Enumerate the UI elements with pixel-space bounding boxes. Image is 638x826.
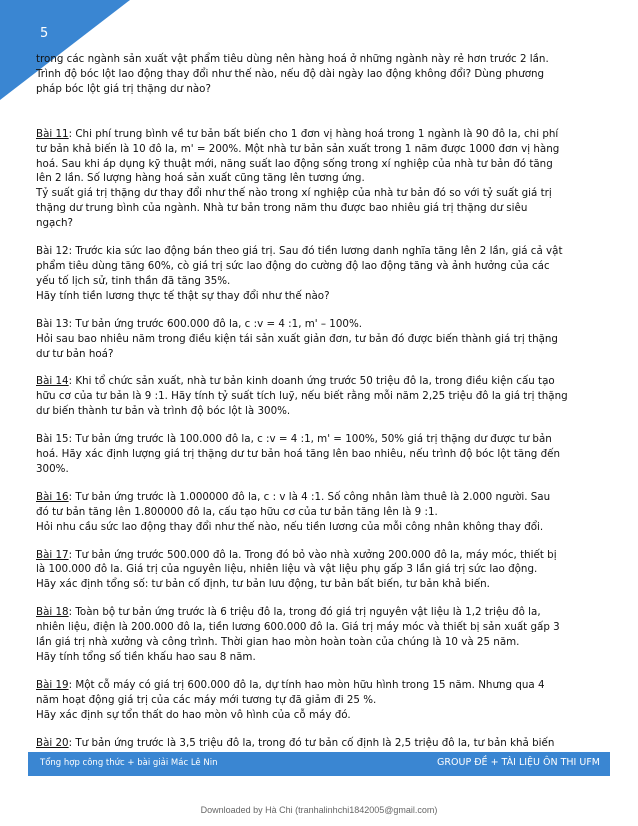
footer-left-text: Tổng hợp công thức + bài giải Mác Lê Nin	[40, 758, 218, 768]
text-line: pháp bóc lột giá trị thặng dư nào?	[36, 82, 211, 95]
text-line: dư tư bản hoá?	[36, 347, 114, 360]
exercise-number: Bài 14	[36, 375, 69, 388]
text-line: năm hoạt động giá trị của các máy mới tương tự đã giảm đi 25 %.	[36, 693, 377, 706]
text-line: dư biến thành tư bản và trình độ bóc lột là 300%.	[36, 405, 291, 418]
text-line: 300%.	[36, 462, 69, 475]
text-line: Hãy tính tổng số tiền khấu hao sau 8 năm.	[36, 651, 256, 663]
footer-bar	[28, 752, 610, 776]
exercise-number: Bài 18	[36, 606, 69, 619]
text-line: trong các ngành sản xuất vật phẩm tiêu dùng nên hàng hoá ở những ngành này rẻ hơn trước 2 lần.	[36, 53, 549, 65]
text-line	[36, 317, 606, 332]
text-line: lần giá trị nhà xưởng và công trình. Thời gian hao mòn hoàn toàn của chúng là 10 và 25 năm.	[36, 636, 520, 649]
text-line: Hãy xác định tổng số: tư bản cố định, tư bản lưu động, tư bản bất biến, tư bản khả biến.	[36, 578, 490, 591]
text-line: Trình độ bóc lột lao động thay đổi như thế nào, nếu độ dài ngày lao động không đổi? Dùng phương	[36, 67, 545, 80]
exercise-text: : Một cỗ máy có giá trị 600.000 đô la, dự tính hao mòn hữu hình trong 15 năm. Nhưng qua 4	[68, 678, 545, 691]
text-line: Hãy xác định sự tổn thất do hao mòn vô hình của cỗ máy đó.	[36, 708, 351, 721]
exercise-block	[36, 736, 606, 751]
text-line: lên 2 lần. Số lượng hàng hoá sản xuất cũng tăng lên tương ứng.	[36, 172, 365, 185]
intro-paragraph	[36, 52, 606, 97]
text-line: hữu cơ của tư bản là 9 :1. Hãy tính tỷ suất tích luỹ, nếu biết rằng mỗi năm 2,25 triệu đô la giá trị thặng	[36, 390, 568, 403]
text-line: yếu tố lịch sử, tinh thần đã tăng 35%.	[36, 274, 231, 287]
text-line: tư bản khả biến là 10 đô la, m' = 200%. Một nhà tư bản sản xuất trong 1 năm được 1000 đơn vị hàng	[36, 142, 560, 155]
text-line	[36, 605, 606, 620]
exercise-text: : Chi phí trung bình về tư bản bất biến cho 1 đơn vị hàng hoá trong 1 ngành là 90 đô la, chi phí	[68, 127, 559, 140]
exercise-block	[36, 317, 606, 362]
text-line	[36, 678, 606, 693]
page-number: 5	[40, 26, 49, 41]
text-line: nhiên liệu, điện là 200.000 đô la, tiền lương 600.000 đô la. Giá trị máy móc và thiết bị sản xuất gấp 3	[36, 621, 560, 634]
text-line: Hỏi sau bao nhiêu năm trong điều kiện tái sản xuất giản đơn, tư bản đó được biến thành giá trị thặng	[36, 332, 558, 345]
exercise-block	[36, 432, 606, 477]
text-line	[36, 374, 606, 389]
exercise-text: : Tư bản ứng trước là 1.000000 đô la, c : v là 4 :1. Số công nhân làm thuê là 2.000 người. Sau	[68, 490, 551, 503]
text-line	[36, 244, 606, 259]
exercise-number: Bài 20	[36, 736, 69, 749]
paragraph-gap	[36, 723, 606, 736]
exercise-text: : Khi tổ chức sản xuất, nhà tư bản kinh doanh ứng trước 50 triệu đô la, trong điều kiện cấu tạo	[68, 375, 555, 388]
text-line: ngạch?	[36, 217, 74, 230]
paragraph-gap	[36, 97, 606, 127]
exercise-text: : Tư bản ứng trước 600.000 đô la, c :v = 4 :1, m' – 100%.	[68, 317, 363, 330]
text-line	[36, 127, 606, 142]
text-line	[36, 548, 606, 563]
paragraph-gap	[36, 231, 606, 244]
text-line	[36, 736, 606, 751]
text-line: Tỷ suất giá trị thặng dư thay đổi như thế nào trong xí nghiệp của nhà tư bản đó so với tỷ suất giá trị	[36, 187, 552, 200]
paragraph-gap	[36, 361, 606, 374]
document-body	[36, 52, 606, 751]
exercise-block	[36, 374, 606, 419]
text-line: là 100.000 đô la. Giá trị của nguyên liệu, nhiên liệu và vật liệu phụ gấp 3 lần giá trị sức lao động.	[36, 563, 538, 576]
exercise-block	[36, 127, 606, 231]
exercise-text: : Tư bản ứng trước là 3,5 triệu đô la, trong đó tư bản cố định là 2,5 triệu đô la, tư bản khả biến	[68, 736, 555, 749]
exercise-block	[36, 678, 606, 723]
download-notice: Downloaded by Hà Chi (tranhalinhchi1842005@gmail.com)	[200, 805, 438, 815]
exercise-number: Bài 17	[36, 548, 69, 561]
exercise-text: : Trước kia sức lao động bán theo giá trị. Sau đó tiền lương danh nghĩa tăng lên 2 lần, giá cả vật	[68, 245, 563, 258]
text-line	[36, 490, 606, 505]
exercise-number: Bài 13	[36, 317, 69, 330]
text-line: hoá. Hãy xác định lượng giá trị thặng dư tư bản hoá tăng lên bao nhiêu, nếu trình độ bóc lột tăng đến	[36, 448, 560, 461]
text-line: đó tư bản tăng lên 1.800000 đô la, cấu tạo hữu cơ của tư bản tăng lên là 9 :1.	[36, 505, 438, 518]
exercise-text: : Toàn bộ tư bản ứng trước là 6 triệu đô la, trong đó giá trị nguyên vật liệu là 1,2 triệu đô la,	[68, 606, 541, 619]
text-line: Hỏi nhu cầu sức lao động thay đổi như thế nào, nếu tiền lương của mỗi công nhân không thay đổi.	[36, 520, 544, 533]
footer-right-text: GROUP ĐỀ + TÀI LIỆU ÔN THI UFM	[437, 757, 600, 768]
paragraph-gap	[36, 419, 606, 432]
exercise-block	[36, 244, 606, 304]
exercise-number: Bài 11	[36, 127, 69, 140]
exercise-number: Bài 19	[36, 678, 69, 691]
exercise-block	[36, 490, 606, 535]
text-line: thặng dư trung bình của ngành. Nhà tư bản trong năm thu được bao nhiêu giá trị thặng dư siêu	[36, 202, 528, 215]
paragraph-gap	[36, 304, 606, 317]
exercise-block	[36, 605, 606, 665]
paragraph-gap	[36, 665, 606, 678]
text-line: hoá. Sau khi áp dụng kỹ thuật mới, năng suất lao động sống trong xí nghiệp của nhà tư bản đó tăng	[36, 157, 553, 170]
paragraph-gap	[36, 477, 606, 490]
exercise-text: : Tư bản ứng trước là 100.000 đô la, c :v = 4 :1, m' = 100%, 50% giá trị thặng dư được tư bản	[68, 433, 552, 446]
text-line	[36, 432, 606, 447]
paragraph-gap	[36, 535, 606, 548]
exercise-block	[36, 548, 606, 593]
exercise-number: Bài 16	[36, 490, 69, 503]
exercise-text: : Tư bản ứng trước 500.000 đô la. Trong đó bỏ vào nhà xưởng 200.000 đô la, máy móc, thiết bị	[68, 548, 557, 561]
text-line: phẩm tiêu dùng tăng 60%, cò giá trị sức lao động do cường độ lao động tăng và ảnh hưởng của các	[36, 259, 550, 272]
paragraph-gap	[36, 592, 606, 605]
exercise-number: Bài 12	[36, 245, 69, 258]
text-line: Hãy tính tiền lương thực tế thật sự thay đổi như thế nào?	[36, 289, 330, 302]
exercise-number: Bài 15	[36, 433, 69, 446]
